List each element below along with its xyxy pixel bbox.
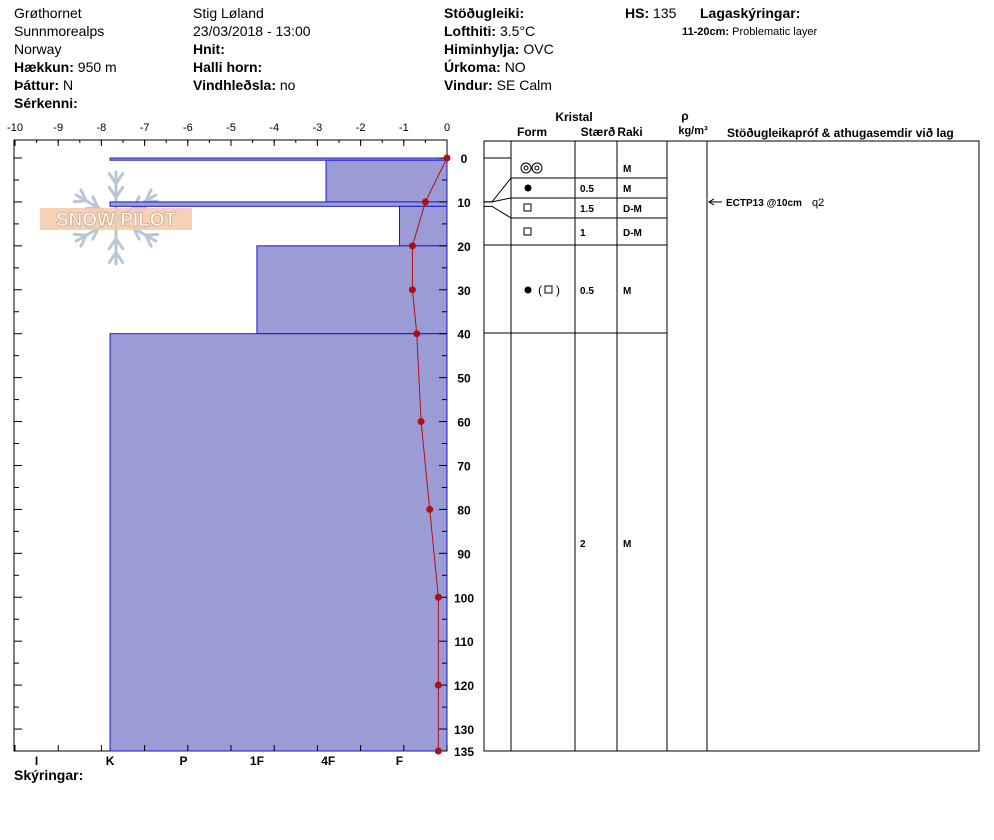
wind-value: SE Calm (496, 77, 552, 93)
layer-note-depth: 11-20cm: (682, 26, 730, 38)
layer-size: 0.5 (580, 286, 594, 297)
layer-size: 1.5 (580, 204, 594, 215)
depth-tick-label: 80 (457, 503, 471, 518)
temperature-point (426, 506, 433, 513)
hardness-label-4F: 4F (321, 754, 336, 768)
precip-label: Úrkoma: (444, 59, 501, 75)
temperature-point (435, 682, 442, 689)
air-temp-label: Lofthiti: (444, 23, 497, 39)
temp-tick-label: -3 (312, 122, 323, 134)
temperature-point (444, 155, 451, 162)
slope-label: Halli horn: (193, 59, 263, 75)
hardness-label-K: K (105, 754, 115, 768)
hardness-label-P: P (179, 754, 188, 768)
temperature-point (409, 242, 416, 249)
temperature-point (418, 418, 425, 425)
hardness-layer-2 (110, 202, 447, 206)
hs-value: 135 (653, 5, 677, 21)
layer-moisture: M (623, 184, 632, 195)
square-icon (524, 204, 531, 211)
header-crystal: Kristal (555, 110, 593, 124)
depth-tick-label: 100 (453, 591, 475, 606)
temp-tick-label: -7 (139, 122, 150, 134)
depth-tick-label: 110 (454, 635, 474, 650)
layer-note-text: Problematic layer (732, 26, 818, 38)
aspect-label: Þáttur: (14, 77, 60, 93)
hardness-layer-4 (257, 246, 447, 334)
wind-label: Vindur: (444, 77, 493, 93)
square-icon (524, 228, 531, 235)
layer-connector (484, 198, 511, 202)
header-size: Stærð (580, 125, 616, 139)
layer-connector (484, 206, 511, 218)
elevation-value: 950 m (77, 59, 117, 75)
depth-tick-label: 60 (457, 415, 471, 430)
paren-close: ) (556, 283, 560, 297)
logo-text: SNOW PILOT (55, 210, 177, 231)
depth-tick-label: 135 (453, 745, 475, 759)
depth-tick-label: 20 (457, 239, 471, 254)
temperature-point (409, 286, 416, 293)
country: Norway (14, 41, 62, 57)
depth-tick-label: 0 (460, 152, 468, 166)
header-form: Form (517, 125, 547, 139)
temp-tick-label: 0 (443, 122, 451, 134)
layer-size: 1 (580, 228, 586, 239)
temp-tick-label: -5 (226, 122, 236, 134)
observer: Stig Løland (193, 5, 264, 21)
melt-form-icon-inner (535, 166, 539, 170)
aspect-value: N (63, 77, 74, 93)
header-moisture: Raki (617, 125, 643, 139)
depth-tick-label: 50 (457, 371, 471, 386)
air-temp-value: 3.5°C (499, 23, 536, 39)
melt-form-icon-inner (524, 166, 528, 170)
temp-tick-label: -2 (355, 122, 366, 134)
temp-tick-label: -4 (269, 122, 280, 134)
depth-tick-label: 30 (457, 283, 471, 298)
test-result: ECTP13 @10cm (726, 197, 802, 209)
hardness-layer-5 (110, 334, 447, 751)
coords-label: Hnit: (193, 41, 225, 57)
layer-moisture: M (623, 164, 632, 175)
square-icon (545, 286, 552, 293)
sky-value: OVC (523, 41, 554, 57)
dot-icon (525, 185, 532, 192)
sky-label: Himinhylja: (444, 41, 520, 57)
melt-form-icon (532, 163, 542, 173)
precip-value: NO (504, 59, 526, 75)
dot-icon (525, 287, 532, 294)
temperature-point (422, 198, 429, 205)
layer-size: 0.5 (580, 184, 594, 195)
temp-tick-label: -10 (7, 122, 23, 134)
temperature-point (413, 330, 420, 337)
melt-form-icon (521, 163, 531, 173)
depth-tick-label: 90 (457, 547, 471, 562)
temp-tick-label: -6 (182, 122, 193, 134)
features-label: Sérkenni: (14, 95, 78, 111)
paren-open: ( (538, 283, 542, 297)
layer-size: 2 (580, 539, 586, 550)
elevation-label: Hækkun: (14, 59, 74, 75)
temperature-point (435, 748, 442, 755)
stability-label: Stöðugleiki: (444, 5, 525, 21)
location: Grøthornet (14, 5, 82, 21)
test-quality: q2 (812, 196, 825, 209)
hardness-label-I: I (34, 754, 39, 768)
wind-loading-value: no (279, 77, 296, 93)
temp-tick-label: -8 (96, 122, 107, 134)
depth-tick-label: 70 (457, 459, 471, 474)
hs-label: HS: (625, 5, 650, 21)
temp-tick-label: -1 (398, 122, 409, 134)
layer-moisture: M (623, 539, 632, 550)
region: Sunnmorealps (14, 23, 105, 39)
layer-moisture: D-M (623, 204, 642, 215)
layer-moisture: D-M (623, 228, 642, 239)
temperature-point (435, 594, 442, 601)
depth-tick-label: 40 (457, 327, 471, 342)
depth-tick-label: 10 (457, 195, 471, 210)
temp-tick-label: -9 (53, 122, 64, 134)
depth-tick-label: 130 (453, 723, 475, 738)
layer-notes-label: Lagaskýringar: (700, 5, 801, 21)
depth-tick-label: 120 (453, 679, 475, 694)
datetime: 23/03/2018 - 13:00 (193, 23, 311, 39)
header-density-unit: kg/m³ (678, 125, 708, 137)
hardness-layer-3 (399, 206, 447, 246)
header-rho: ρ (681, 109, 689, 123)
hardness-label-1F: 1F (249, 754, 264, 768)
layer-table-frame (484, 141, 979, 751)
legend-label: Skýringar: (14, 767, 84, 783)
header-tests: Stöðugleikapróf & athugasemdir við lag (727, 126, 954, 140)
wind-loading-label: Vindhleðsla: (193, 77, 276, 93)
layer-moisture: M (623, 286, 632, 297)
hardness-label-F: F (395, 754, 404, 768)
